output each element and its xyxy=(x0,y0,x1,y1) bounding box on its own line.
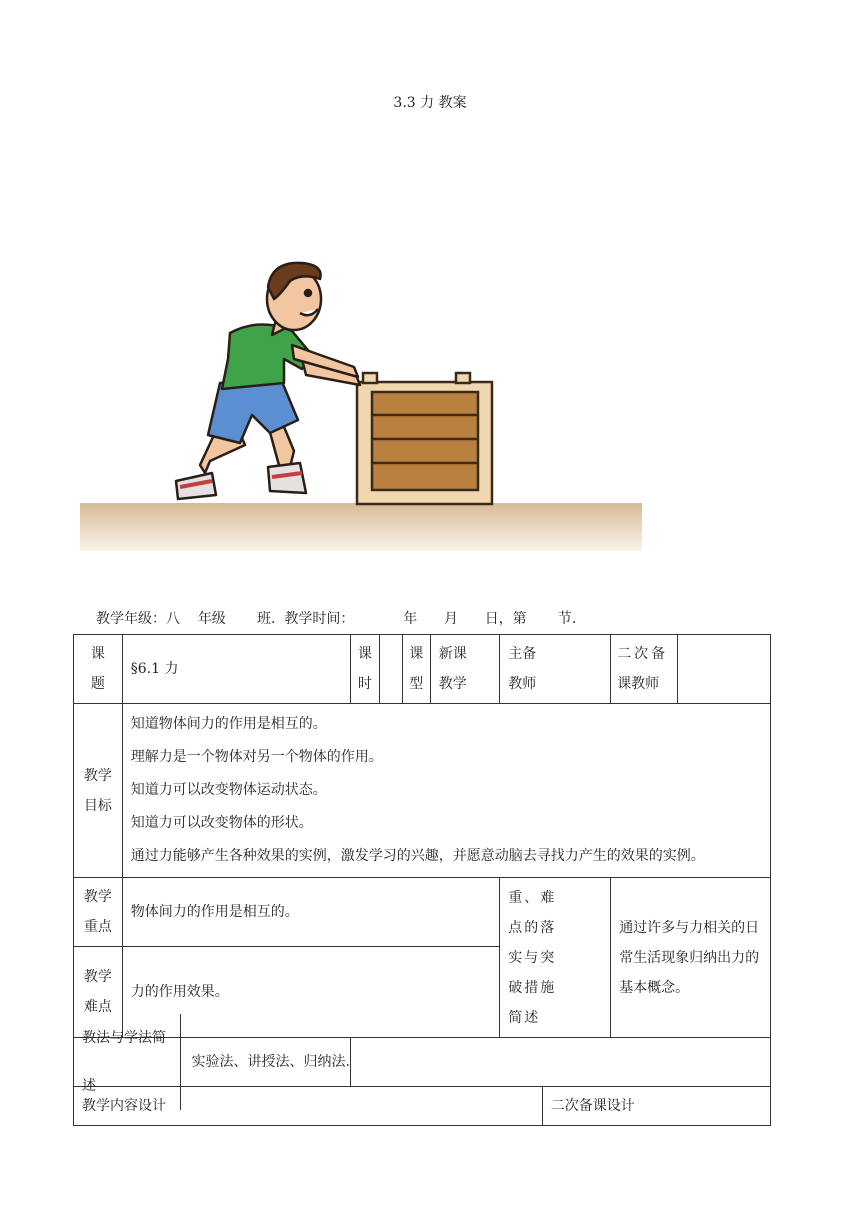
boy-pushing-box-illustration xyxy=(80,255,645,555)
grade-unit: 年级 xyxy=(197,611,226,627)
method-label-cell xyxy=(74,1030,351,1094)
measures-value-cell: 通过许多与力相关的日常生活现象归纳出力的基本概念。 xyxy=(611,878,771,1038)
diff-value-cell: 力的作用效果。 xyxy=(122,947,499,1038)
method-value: 实验法、讲授法、归纳法. xyxy=(191,1054,350,1070)
key-value-cell: 物体间力的作用是相互的。 xyxy=(122,878,499,947)
lesson-plan-table xyxy=(73,634,771,1126)
topic-value-cell: §6.1 力 xyxy=(122,635,350,704)
hours-label-cell: 课 时 xyxy=(350,635,379,704)
hours-value-cell xyxy=(379,635,402,704)
goals-cell xyxy=(122,704,770,878)
method-label: 教法与学法简述 xyxy=(74,1014,181,1110)
goal-item: 知道力可以改变物体运动状态。 xyxy=(130,782,327,798)
measures-label-cell: 重、难 点的落 实与突 破措施 简述 xyxy=(500,878,611,1038)
method-rest-cell xyxy=(350,1038,770,1087)
main-teacher-label-cell: 主备 教师 xyxy=(500,635,611,704)
second-design-label-cell: 二次备课设计 xyxy=(542,1087,770,1126)
topic-label-cell: 课 题 xyxy=(74,635,123,704)
lesson-meta-line xyxy=(96,608,576,628)
type-value-cell: 新课 教学 xyxy=(430,635,499,704)
page-title: 3.3 力 教案 xyxy=(393,95,467,111)
time-label: 教学时间： xyxy=(284,611,355,627)
class-unit: 班. xyxy=(256,611,276,627)
key-point-row xyxy=(74,878,771,947)
goals-row xyxy=(74,704,771,878)
day-unit: 日，第 xyxy=(484,611,527,627)
goal-item: 知道力可以改变物体的形状。 xyxy=(130,815,313,831)
goals-label-cell: 教学 目标 xyxy=(74,704,123,878)
second-teacher-label-cell: 二次备 课教师 xyxy=(611,635,677,704)
year-unit: 年 xyxy=(403,611,418,627)
goal-item: 通过力能够产生各种效果的实例，激发学习的兴趣，并愿意动脑去寻找力产生的效果的实例。 xyxy=(130,848,705,864)
month-unit: 月 xyxy=(443,611,458,627)
wooden-crate xyxy=(357,373,492,504)
goal-item: 理解力是一个物体对另一个物体的作用。 xyxy=(130,749,383,765)
period-unit: 节. xyxy=(557,611,577,627)
diff-label-cell: 教学 难点 xyxy=(74,947,123,1038)
type-label-cell: 课 型 xyxy=(402,635,430,704)
goal-item: 知道物体间力的作用是相互的。 xyxy=(130,716,327,732)
method-row xyxy=(74,1038,771,1087)
key-label-cell: 教学 重点 xyxy=(74,878,123,947)
grade-label: 教学年级：八 xyxy=(96,611,180,627)
second-teacher-value-cell xyxy=(677,635,770,704)
design-label-cell: 教学内容设计 xyxy=(74,1087,543,1126)
topic-row xyxy=(74,635,771,704)
